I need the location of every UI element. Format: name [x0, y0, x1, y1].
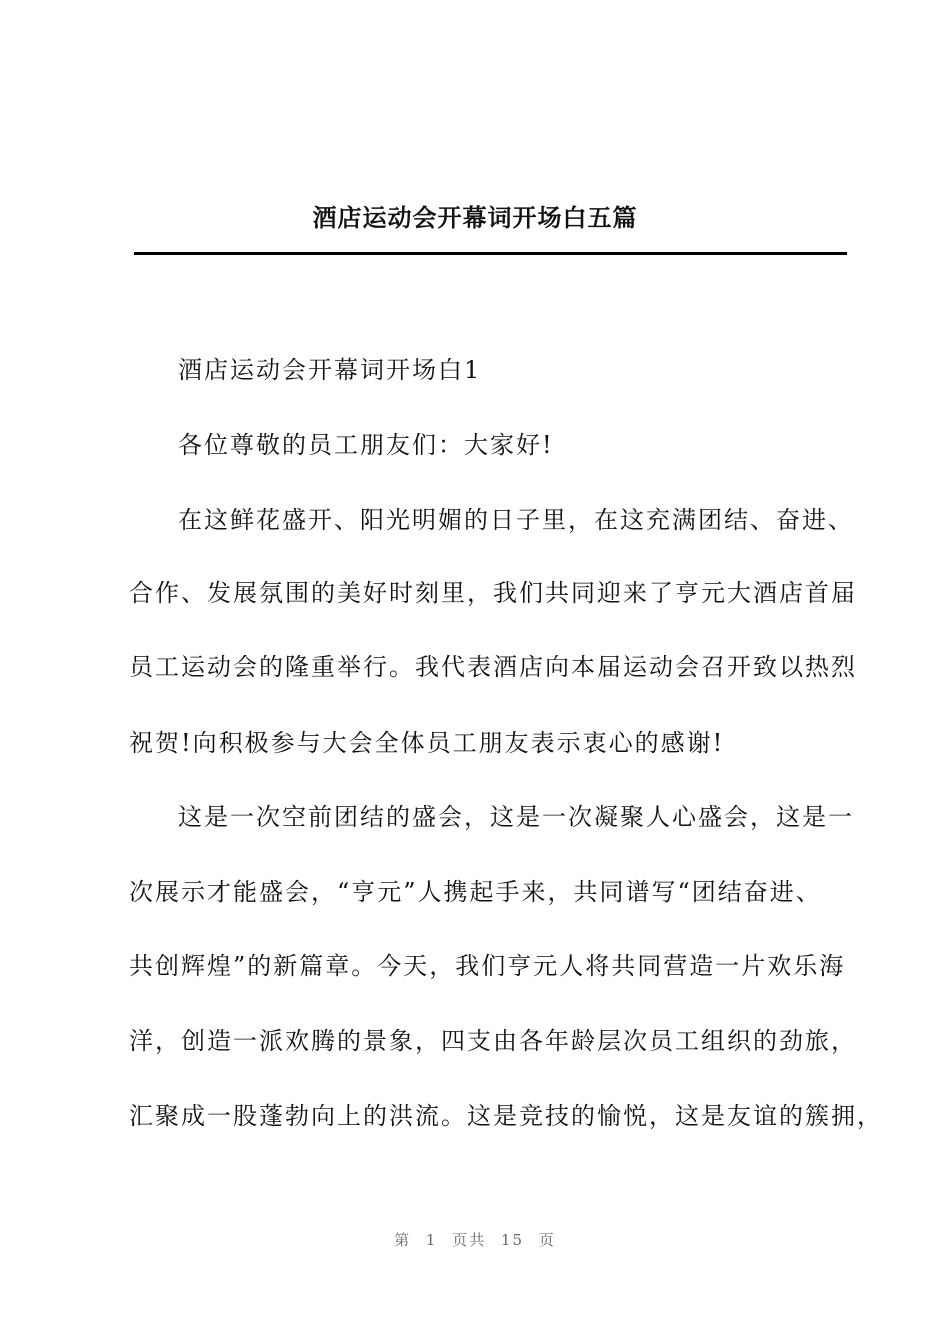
- paragraph-line: 次展示才能盛会，“亨元”人携起手来，共同谱写“团结奋进、: [129, 878, 822, 906]
- paragraph-line: 共创辉煌”的新篇章。今天，我们亨元人将共同营造一片欢乐海: [129, 952, 846, 980]
- footer-middle: 页共: [452, 1231, 487, 1249]
- paragraph-line: 洋，创造一派欢腾的景象，四支由各年龄层次员工组织的劲旅，: [129, 1027, 857, 1055]
- page-footer: [0, 1229, 950, 1250]
- section-heading: 酒店运动会开幕词开场白1: [178, 356, 482, 384]
- paragraph-line: 祝贺!向积极参与大会全体员工朋友表示衷心的感谢!: [129, 729, 725, 757]
- footer-total-pages: 15: [501, 1231, 525, 1249]
- footer-prefix: 第: [394, 1231, 412, 1249]
- paragraph-line: 员工运动会的隆重举行。我代表酒店向本届运动会召开致以热烈: [129, 653, 857, 681]
- footer-page-number: 1: [425, 1231, 438, 1249]
- paragraph-line: 这是一次空前团结的盛会，这是一次凝聚人心盛会，这是一: [178, 803, 854, 831]
- paragraph-line: 合作、发展氛围的美好时刻里，我们共同迎来了亨元大酒店首届: [129, 579, 857, 607]
- greeting-line: 各位尊敬的员工朋友们：大家好!: [178, 431, 554, 459]
- title-underline: [134, 252, 847, 255]
- paragraph-line: 在这鲜花盛开、阳光明媚的日子里，在这充满团结、奋进、: [178, 506, 854, 534]
- footer-suffix: 页: [538, 1231, 556, 1249]
- document-title: 酒店运动会开幕词开场白五篇: [312, 203, 638, 232]
- paragraph-line: 汇聚成一股蓬勃向上的洪流。这是竞技的愉悦，这是友谊的簇拥，: [129, 1102, 883, 1130]
